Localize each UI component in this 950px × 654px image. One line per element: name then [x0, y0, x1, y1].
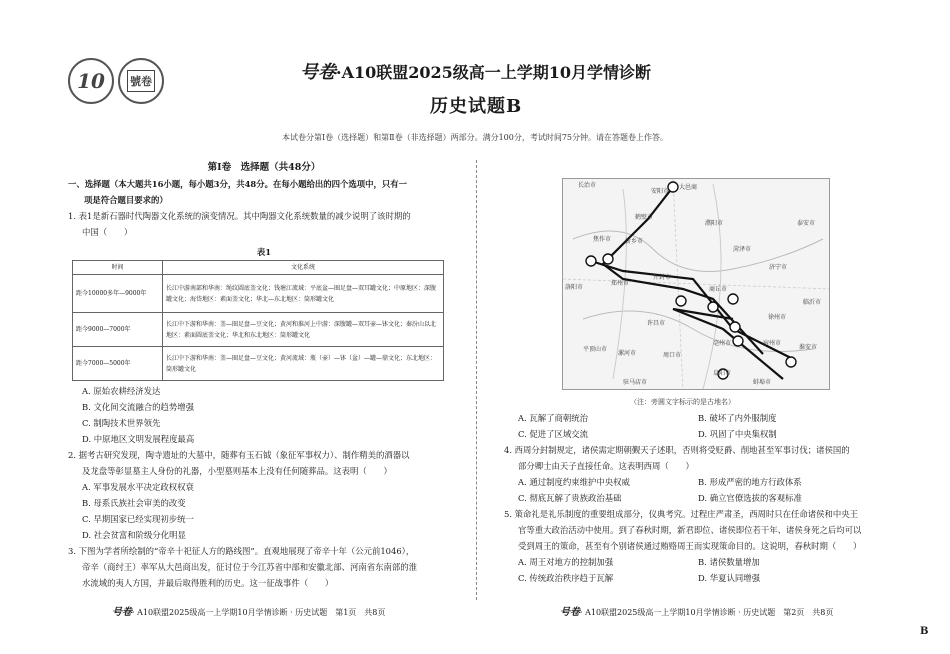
brand-logo-text: 號卷	[127, 70, 155, 92]
city-label: 淮安市	[799, 344, 818, 351]
city-label: 濮阳市	[705, 220, 724, 227]
footer-text: · A10联盟2025级高一上学期10月学情诊断 · 历史试题 第2页 共8页	[580, 608, 834, 617]
city-label: 长治市	[578, 182, 597, 189]
site-marker	[728, 294, 738, 304]
city-label: 蚌埠市	[753, 379, 772, 386]
site-marker	[603, 254, 613, 264]
route-map	[562, 178, 830, 390]
section-intro-line2: 项是符合题目要求的）	[84, 195, 168, 205]
city-label: 焦作市	[593, 236, 612, 243]
q1-stem-line1: 1. 表1是新石器时代陶器文化系统的演变情况。其中陶器文化系统数量的减少说明了该时期的	[68, 211, 411, 221]
q3-stem-line3: 水流域的夷人方国，并最后取得胜利的历史。这一征战事件（ ）	[82, 578, 334, 588]
right-footer	[560, 603, 833, 618]
q3-options-row1	[504, 410, 894, 426]
q5-options-row1	[504, 554, 894, 570]
footer-brand: 号卷	[560, 607, 580, 618]
q5-option-d: D. 华夏认同增强	[698, 573, 760, 583]
q3-stem-line1: 3. 下图为学者所绘制的“帝辛十祀征人方的路线图”。直观地展现了帝辛十年（公元前1046），	[68, 546, 415, 556]
q2-stem-line1: 2. 据考古研究发现，陶寺遗址的大墓中，随葬有玉石钺（象征军事权力）、制作精美的酒器以	[68, 450, 410, 460]
q3-options-row2	[504, 426, 894, 442]
city-label: 平顶山市	[583, 346, 608, 353]
city-label: 周口市	[663, 352, 682, 359]
site-marker	[668, 182, 678, 192]
section-intro-line1: 一、选择题（本大题共16小题，每小题3分，共48分。在每小题给出的四个选项中，只有一	[68, 179, 408, 189]
q2-option-a: A. 军事发展水平决定政权权衰	[82, 482, 194, 492]
map-note: （注：旁圆文字标示的是古地名）	[630, 398, 735, 406]
table-caption: 表1	[256, 247, 272, 257]
city-label: 泰安市	[797, 220, 816, 227]
q4-option-a: A. 通过制度约束维护中央权威	[518, 477, 630, 487]
q5-option-c: C. 传统政治秩序趋于瓦解	[518, 573, 614, 583]
q5-options-row2	[504, 570, 894, 586]
q1-stem-line2: 中国（ ）	[82, 227, 133, 237]
city-label: 安阳市	[651, 188, 670, 195]
section-title: 第Ⅰ卷 选择题（共48分）	[207, 162, 321, 173]
q4-option-d: D. 确立官僚选拔的客观标准	[698, 493, 802, 503]
table-cell-time: 距今10000多年—9000年	[73, 275, 163, 313]
city-label: 阜阳市	[713, 370, 732, 377]
q3-option-a: A. 瓦解了商朝统治	[518, 413, 588, 423]
brand-mark: 号卷	[300, 62, 336, 83]
q5-stem-line1: 5. 策命礼是礼乐制度的重要组成部分，仪典考究。过程庄严肃圣，西周时只在任命诸侯和中央王	[504, 509, 859, 519]
q1-option-a: A. 原始农耕经济发达	[82, 386, 161, 396]
q4-option-b: B. 形成严密的地方行政体系	[698, 477, 802, 487]
city-label: 大邑商	[679, 184, 698, 191]
exam-title-text: ·A10联盟2025级高一上学期10月学情诊断	[336, 63, 652, 82]
city-label: 鹤壁市	[635, 214, 654, 221]
table-cell-content: 长江中下游和华南：釜—圈足盘—豆文化；黄河流域：瓶（壶）—钵（盆）—罐—鼎文化；东北地区：筒形罐文化	[163, 347, 444, 381]
table-row	[73, 275, 444, 313]
q2-option-b: B. 母系氏族社会审美的改变	[82, 498, 186, 508]
q4-stem-line2: 部分卿士由天子直接任命。这表明西周（ ）	[518, 461, 694, 471]
footer-brand: 号卷	[112, 607, 132, 618]
page-mark: B	[920, 626, 929, 637]
left-column	[68, 160, 460, 591]
city-label: 临沂市	[803, 299, 822, 306]
q2-option-c: C. 早期国家已经实现初步统一	[82, 514, 194, 524]
q3-option-d: D. 巩固了中央集权制	[698, 429, 777, 439]
city-label: 新乡市	[625, 238, 644, 245]
site-marker	[676, 296, 686, 306]
table-header-row	[73, 261, 444, 275]
q1-option-b: B. 文化间交流融合的趋势增强	[82, 402, 194, 412]
column-divider	[476, 160, 477, 600]
left-footer	[112, 603, 385, 618]
city-label: 菏泽市	[733, 246, 752, 253]
city-label: 商丘市	[709, 286, 728, 293]
culture-table	[72, 260, 444, 381]
table-row	[73, 313, 444, 347]
footer-text: · A10联盟2025级高一上学期10月学情诊断 · 历史试题 第1页 共8页	[132, 608, 386, 617]
table-row	[73, 347, 444, 381]
q2-option-d: D. 社会贫富和阶级分化明显	[82, 530, 186, 540]
exam-title	[300, 58, 651, 84]
q5-stem-line3: 受到周王的策命，甚至有个别诸侯通过贿赂周王而实现策命目的。这说明，春秋时期（ ）	[518, 541, 862, 551]
q4-options-row2	[504, 490, 894, 506]
table-cell-time: 距今7000—5000年	[73, 347, 163, 381]
q3-option-c: C. 促进了区域交流	[518, 429, 589, 439]
q1-option-c: C. 制陶技术世界领先	[82, 418, 161, 428]
city-label: 许昌市	[647, 320, 666, 327]
city-label: 郑州市	[611, 280, 630, 287]
q3-option-b: B. 破坏了内外服制度	[698, 413, 777, 423]
school-logo-text: 10	[77, 69, 105, 93]
q2-stem-line2: 及龙盘等彰显墓主人身份的礼器，小型墓则基本上没有任何随葬品。这表明（ ）	[82, 466, 392, 476]
exam-instruction: 本试卷分第Ⅰ卷（选择题）和第Ⅱ卷（非选择题）两部分。满分100分，考试时间75分钟。请在答题卷上作答。	[281, 133, 669, 142]
table-cell-time: 距今9000—7000年	[73, 313, 163, 347]
city-label: 洛阳市	[565, 284, 584, 291]
table-header-time: 时间	[73, 261, 163, 275]
city-label: 亳州市	[713, 340, 732, 347]
q4-stem-line1: 4. 西周分封制规定，诸侯需定期朝觐天子述职，否则将受贬爵、削地甚至军事讨伐；诸侯国的	[504, 445, 850, 455]
subject-title: 历史试题B	[430, 96, 523, 117]
city-label: 漯河市	[618, 350, 637, 357]
q5-option-b: B. 诸侯数量增加	[698, 557, 760, 567]
site-marker	[730, 322, 740, 332]
site-marker	[733, 336, 743, 346]
city-label: 驻马店市	[623, 379, 648, 386]
city-label: 开封市	[653, 274, 672, 281]
q5-stem-line2: 官等重大政治活动中使用。到了春秋时期，新君即位、诸侯即位若干年、诸侯身死之后均可以	[518, 525, 862, 535]
right-column	[504, 410, 894, 586]
table-cell-content: 长江中游南部和华南：绳纹圆底釜文化；钱塘江流域：平底盆—圈足盘—双耳罐文化；中原地区：深腹罐文化；海岱地区：素面釜文化；华北—东北地区：筒形罐文化	[163, 275, 444, 313]
site-marker	[708, 302, 718, 312]
city-label: 宿州市	[763, 340, 782, 347]
q1-option-d: D. 中原地区文明发展程度最高	[82, 434, 195, 444]
table-header-culture: 文化系统	[163, 261, 444, 275]
site-marker	[786, 357, 796, 367]
route-map-svg	[563, 179, 830, 390]
q4-options-row1	[504, 474, 894, 490]
q5-option-a: A. 周王对地方的控制加强	[518, 557, 614, 567]
table-cell-content: 长江中下游和华南：釜—圈足盘—豆文化；黄河和淮河上中游：深腹罐—双耳壶—钵文化；秦汾山以北地区：素面圆底釜文化；华北和东北地区：筒形罐文化	[163, 313, 444, 347]
q3-stem-line2: 帝辛（商纣王）率军从大邑商出发，征讨位于今江苏省中部和安徽北部、河南省东南部的淮	[82, 562, 417, 572]
q4-option-c: C. 彻底瓦解了贵族政治基础	[518, 493, 622, 503]
site-marker	[586, 256, 596, 266]
brand-logo	[118, 58, 164, 104]
school-logo	[68, 58, 114, 104]
city-label: 徐州市	[768, 314, 787, 321]
city-label: 济宁市	[769, 264, 788, 271]
